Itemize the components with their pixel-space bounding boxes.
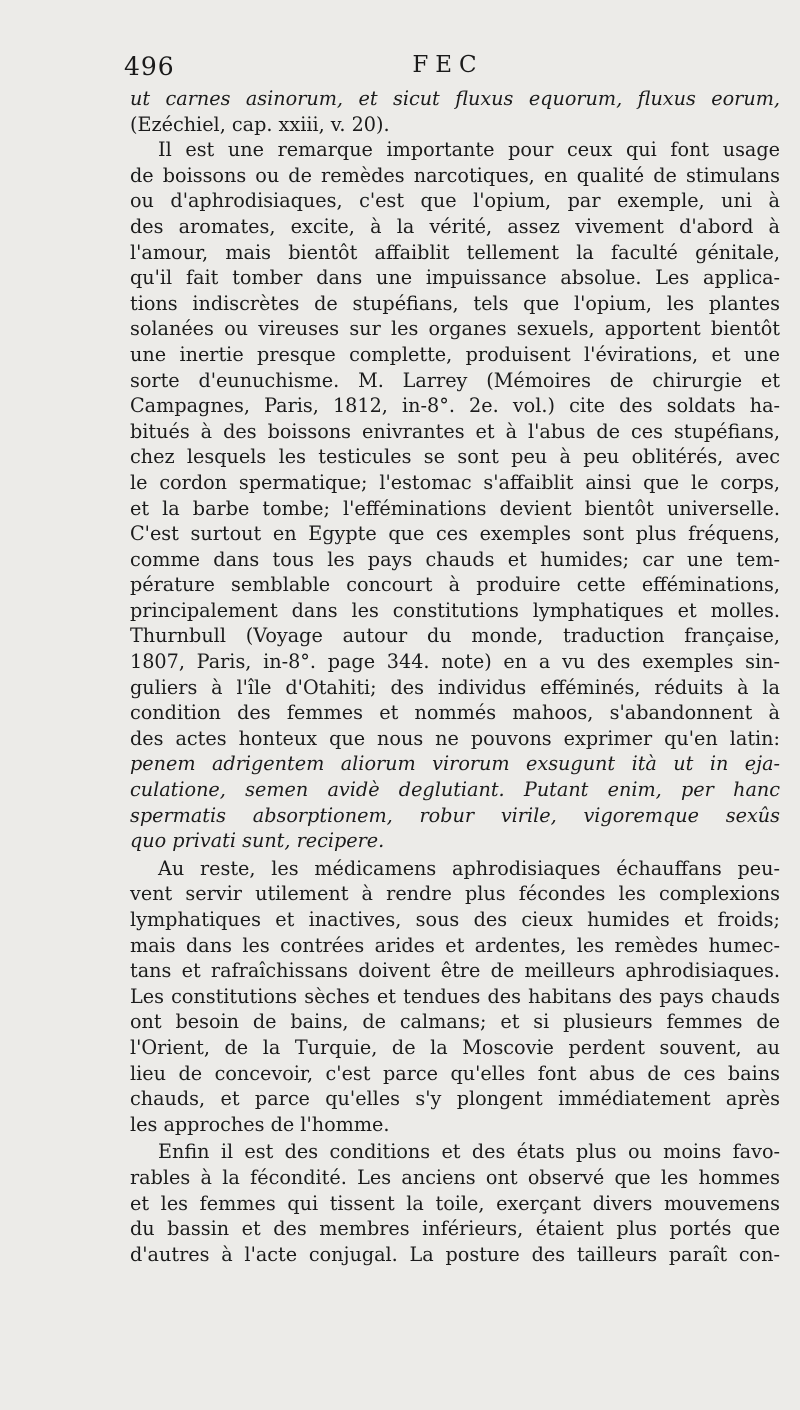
text-line: guliers à l'île d'Otahiti; des individus efféminés, réduits à la — [130, 675, 780, 699]
text-line: Campagnes, Paris, 1812, in-8°. 2e. vol.) cite des soldats ha- — [130, 394, 780, 418]
paragraph — [130, 137, 780, 854]
text-line: comme dans tous les pays chauds et humides; car une tem- — [130, 547, 780, 571]
text-line: Il est une remarque importante pour ceux qui font usage — [158, 138, 780, 162]
text-line: l'amour, mais bientôt affaiblit tellement la faculté génitale, — [130, 240, 780, 264]
text-line: le cordon spermatique; l'estomac s'affaiblit ainsi que le corps, — [130, 470, 780, 494]
text-line: qu'il fait tomber dans une impuissance absolue. Les applica- — [130, 266, 780, 290]
text-line: de boissons ou de remèdes narcotiques, en qualité de stimulans — [130, 163, 780, 187]
text-line: principalement dans les constitutions lymphatiques et molles. — [130, 598, 780, 622]
text-line: 1807, Paris, in-8°. page 344. note) en a vu des exemples sin- — [130, 650, 780, 674]
text-line: penem adrigentem aliorum virorum exsugunt ità ut in eja- — [130, 752, 780, 776]
text-line: lymphatiques et inactives, sous des cieux humides et froids; — [130, 908, 780, 931]
text-line: C'est surtout en Egypte que ces exemples sont plus fréquens, — [130, 522, 780, 546]
body-text — [130, 86, 780, 1267]
text-line: Thurnbull (Voyage autour du monde, traduction française, — [130, 624, 780, 648]
text-line: une inertie presque complette, produisent l'évirations, et une — [130, 342, 780, 366]
text-line: ont besoin de bains, de calmans; et si plusieurs femmes de — [130, 1010, 780, 1034]
running-title: FEC — [412, 52, 484, 78]
text-line: quo privati sunt, recipere. — [130, 829, 385, 853]
text-line: l'Orient, de la Turquie, de la Moscovie perdent souvent, au — [130, 1035, 780, 1059]
text-line: condition des femmes et nommés mahoos, s'abandonnent à — [130, 701, 780, 725]
text-line: solanées ou vireuses sur les organes sexuels, apportent bientôt — [130, 317, 780, 341]
text-line: ut carnes asinorum, et sicut fluxus equorum, fluxus eorum, — [130, 87, 780, 110]
text-line: vent servir utilement à rendre plus fécondes les complexions — [130, 882, 780, 906]
text-line: sorte d'eunuchisme. M. Larrey (Mémoires de chirurgie et — [130, 368, 780, 392]
text-line: Au reste, les médicamens aphrodisiaques échauffans peu- — [158, 856, 780, 880]
text-line: des aromates, excite, à la vérité, assez vivement d'abord à — [130, 214, 780, 238]
text-line: Enfin il est des conditions et des états plus ou moins favo- — [158, 1140, 780, 1164]
text-line: du bassin et des membres inférieurs, étaient plus portés que — [130, 1217, 780, 1241]
text-line: et les femmes qui tissent la toile, exerçant divers mouvemens — [130, 1191, 780, 1215]
page-number: 496 — [124, 52, 175, 81]
text-line: chauds, et parce qu'elles s'y plongent immédiatement après — [130, 1087, 780, 1111]
text-line: tans et rafraîchissans doivent être de meilleurs aphrodisiaques. — [130, 959, 780, 983]
text-line: lieu de concevoir, c'est parce qu'elles font abus de ces bains — [130, 1061, 780, 1085]
text-line: spermatis absorptionem, robur virile, vigoremque sexûs — [130, 803, 780, 827]
text-line: d'autres à l'acte conjugal. La posture des tailleurs paraît con- — [130, 1242, 780, 1266]
text-line: ou d'aphrodisiaques, c'est que l'opium, par exemple, uni à — [130, 189, 780, 213]
text-line: culatione, semen avidè deglutiant. Putant enim, per hanc — [130, 778, 780, 802]
text-line: chez lesquels les testicules se sont peu à peu oblitérés, avec — [130, 445, 780, 469]
text-line: les approches de l'homme. — [130, 1112, 390, 1136]
text-line: Les constitutions sèches et tendues des habitans des pays chauds — [130, 984, 780, 1008]
text-line: tions indiscrètes de stupéfians, tels que l'opium, les plantes — [130, 291, 780, 315]
text-line: pérature semblable concourt à produire cette efféminations, — [130, 573, 780, 597]
paragraph — [130, 856, 780, 1138]
text-line: (Ezéchiel, cap. xxiii, v. 20). — [130, 112, 390, 136]
text-line: bitués à des boissons enivrantes et à l'abus de ces stupéfians, — [130, 419, 780, 443]
text-line: des actes honteux que nous ne pouvons exprimer qu'en latin: — [130, 726, 780, 750]
text-line: rables à la fécondité. Les anciens ont observé que les hommes — [130, 1165, 780, 1189]
text-line: mais dans les contrées arides et ardentes, les remèdes humec- — [130, 933, 780, 957]
text-line: et la barbe tombe; l'efféminations devient bientôt universelle. — [130, 496, 780, 520]
paragraph — [130, 1139, 780, 1267]
paragraph — [130, 86, 780, 137]
